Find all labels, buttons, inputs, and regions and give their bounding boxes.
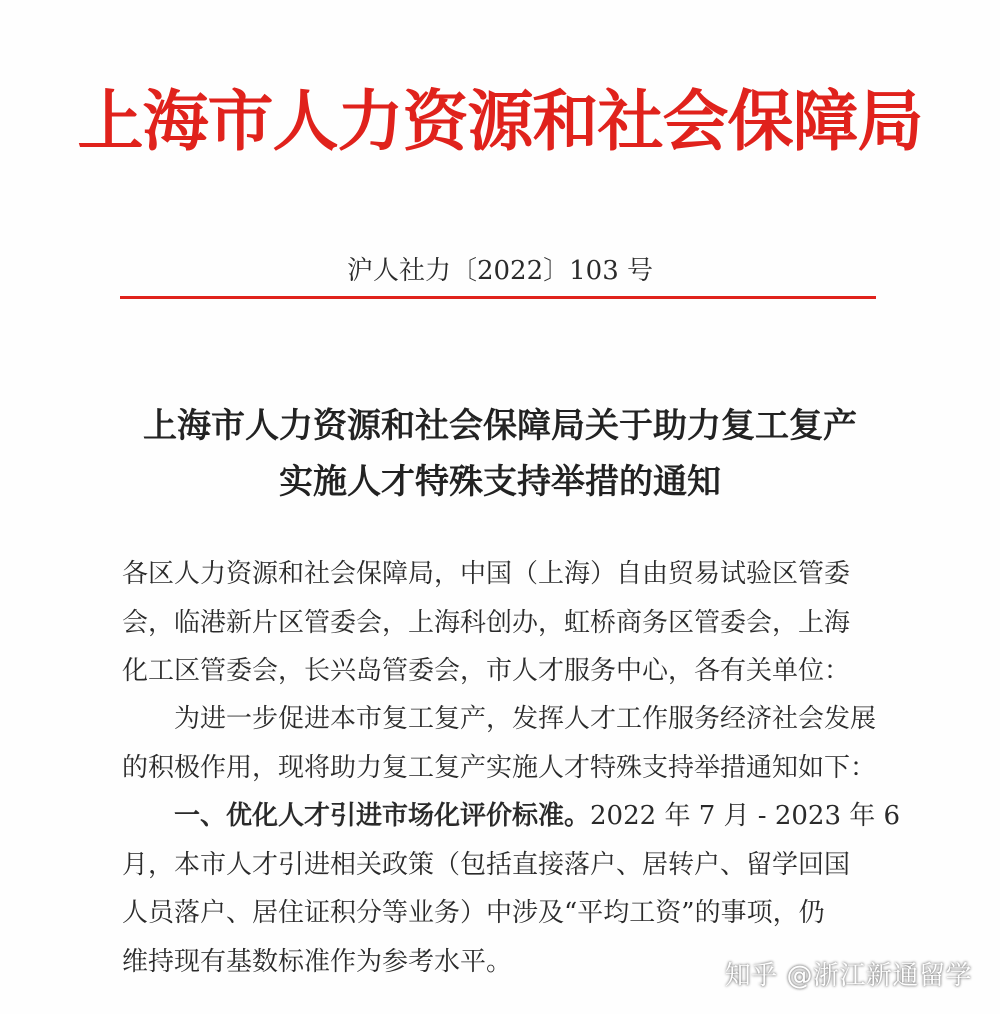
notice-title-line-2: 实施人才特殊支持举措的通知 [279, 462, 721, 502]
body-paragraphs [122, 695, 901, 986]
recipients-block [122, 550, 882, 696]
section-1-heading: 一、优化人才引进市场化评价标准。 [174, 801, 591, 831]
recipients-line: 化工区管委会，长兴岛管委会，市人才服务中心，各有关单位： [122, 656, 851, 686]
section-1-first-line [122, 792, 901, 841]
red-divider-line [120, 296, 876, 299]
recipients-line: 会，临港新片区管委会，上海科创办，虹桥商务区管委会，上海 [122, 607, 851, 638]
section-1-line: 维持现有基数标准作为参考水平。 [122, 946, 513, 977]
section-1-date-range: 2022 年 7 月 - 2023 年 6 [590, 801, 901, 831]
section-1-line: 月，本市人才引进相关政策（包括直接落户、居转户、留学回国 [122, 849, 851, 880]
intro-line: 的积极作用，现将助力复工复产实施人才特殊支持举措通知如下： [122, 752, 877, 783]
notice-title-line-1: 上海市人力资源和社会保障局关于助力复工复产 [143, 406, 857, 446]
document-number: 沪人社力〔2022〕103 号 [346, 256, 654, 286]
intro-line: 为进一步促进本市复工复产，发挥人才工作服务经济社会发展 [174, 704, 877, 734]
notice-title [0, 398, 1000, 510]
masthead-title: 上海市人力资源和社会保障局 [77, 82, 923, 160]
watermark-text: 知乎 @浙江新通留学 [724, 961, 972, 991]
recipients-line: 各区人力资源和社会保障局，中国（上海）自由贸易试验区管委 [122, 559, 851, 589]
section-1-line: 人员落户、居住证积分等业务）中涉及“平均工资”的事项，仍 [122, 898, 825, 928]
